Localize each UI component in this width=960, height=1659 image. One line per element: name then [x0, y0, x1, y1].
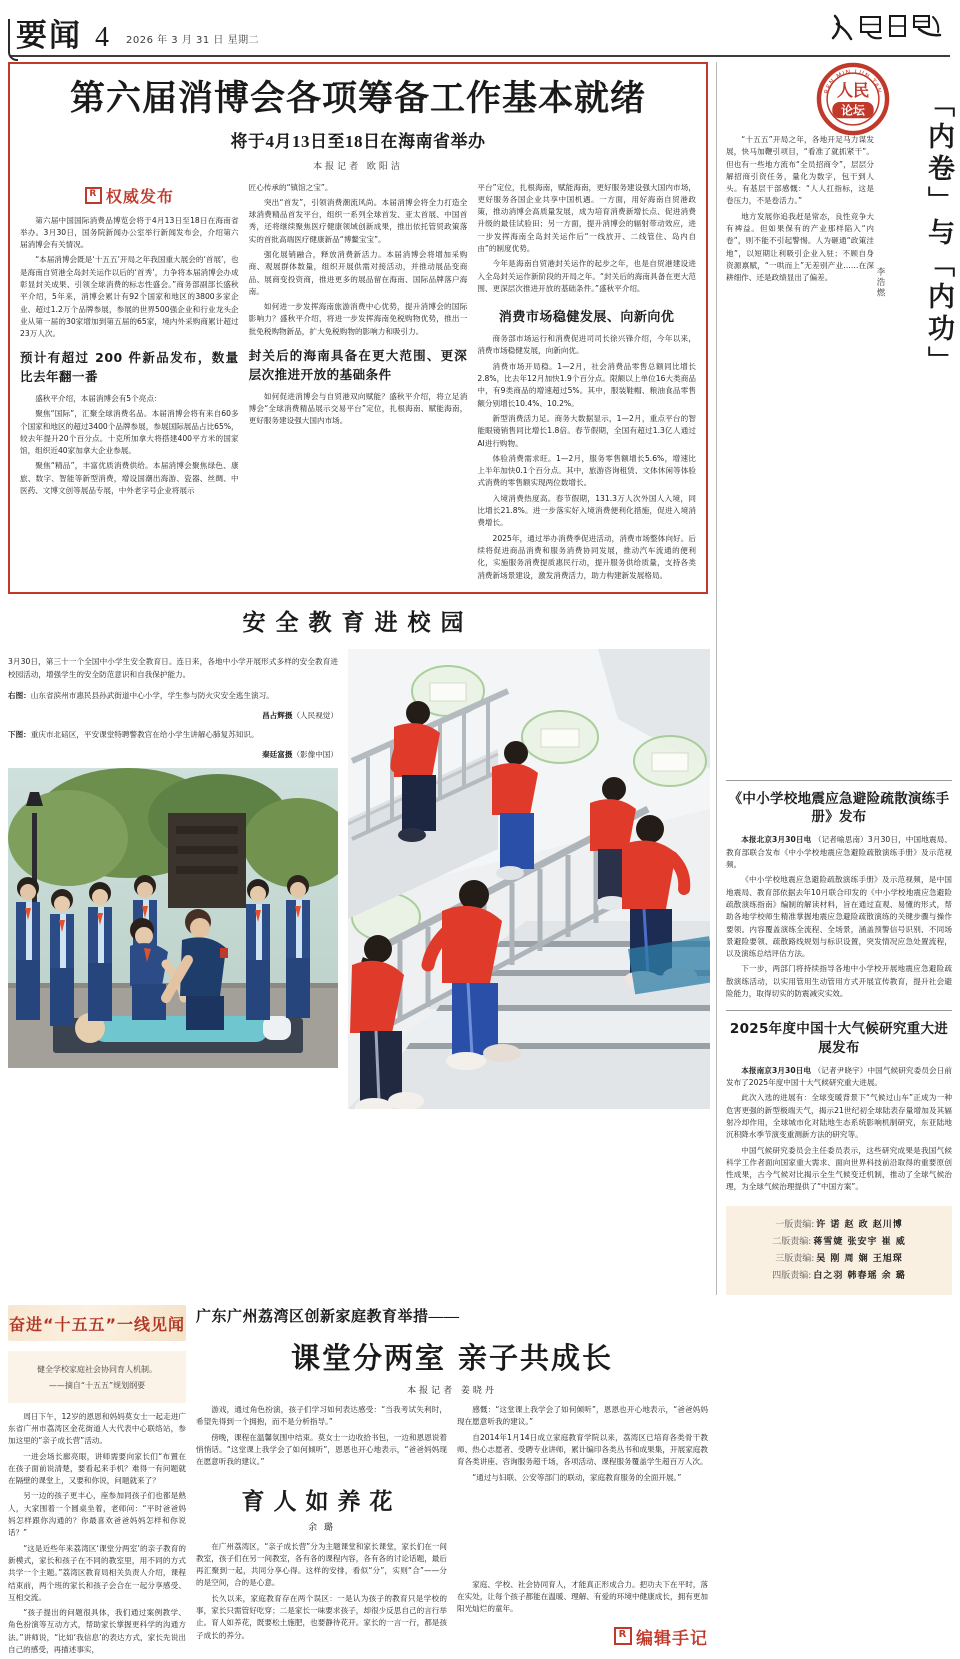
authority-release-label: 权威发布: [105, 186, 174, 206]
paragraph: [726, 1065, 952, 1090]
paragraph: “本届消博会既是‘十五五’开局之年我国重大展会的‘首展’，也是海南自贸港全岛封关运作以后的‘首秀’，力争将本届消博会办成彰显封关成果、引领全球消费的标志性盛会。”商务部副部长盛秋平介绍，5年来，消博会累计有92个国家和地区的3800多家企业、超过1.2万个品牌参展，参展的世界500强企业和行业龙头企业从第一届的30家增加到第五届的65家，境内外采购商累计超过23万人次。: [20, 255, 239, 339]
paragraph: 游戏，通过角色扮演，孩子们学习如何表达感受：“当我考试失利时，希望先得到一个拥抱，而不是分析指导。”: [196, 1405, 447, 1427]
rmrb-mark-icon: R: [614, 1627, 632, 1645]
editor-names: 蒋雪婕 张安宇 崔 威: [813, 1236, 906, 1247]
forum-sidebar: [716, 62, 952, 1295]
masthead-rule: [10, 55, 950, 57]
drill-handbook-article: [726, 790, 952, 1000]
feature-intro: 3月30日，第三十一个全国中小学生安全教育日。连日来，各地中小学开展形式多样的安全教育进校园活动，增强学生的安全防范意识和自我保护能力。: [8, 657, 338, 680]
editor-note-title: 育人如养花: [241, 1488, 402, 1515]
editor-row: [736, 1234, 942, 1251]
paragraph: 如何促进消博会与自贸港双向赋能？盛秋平介绍，将立足消博会“全球消费精品展示交易平台”定位，扎根海南、赋能海南，更好服务建设强大国内市场。: [248, 391, 468, 426]
climate-research-title: 2025年度中国十大气候研究重大进展发布: [729, 1021, 949, 1056]
caption-right-credit: [8, 710, 338, 721]
paragraph: 下一步，两部门将持续指导各地中小学校开展地震应急避险疏散演练活动，以实用管用生动管用方式开展宣传教育，提升社会避险能力，取得切实的防震减灾实效。: [726, 964, 952, 998]
bottom-feature: [8, 1305, 952, 1659]
lead-subhead-1: 预计有超过 200 件新品发布，数量比去年翻一番: [20, 350, 239, 385]
paragraph: 新型消费活力足。商务大数据显示，1—2月，重点平台的智能眼镜销售同比增长1.8倍。春节假期，全国有超过1.3亿人通过AI进行购物。: [477, 413, 696, 448]
dateline: 本报北京3月30日电: [741, 835, 812, 845]
forum-author: 李浩燃: [875, 267, 885, 299]
lead-column-2: [249, 182, 468, 585]
paragraph: 如何进一步发挥海南旅游消费中心优势，提升消博会的国际影响力？盛秋平介绍，将进一步发挥海南免税购物优势，推出一批免税购物新品，扩大免税购物的影响力和吸引力。: [248, 302, 468, 336]
people-forum-logo: [816, 62, 890, 136]
editor-row: [736, 1268, 942, 1285]
masthead: [8, 0, 952, 52]
paragraph: 商务部市场运行和消费促进司司长徐兴锋介绍，今年以来，消费市场稳健发展，向新向优。: [477, 334, 696, 356]
bottom-main-column: [196, 1305, 708, 1659]
caption-bottom-label: 下图：: [8, 729, 31, 739]
rmrb-mark-icon: R: [85, 187, 102, 204]
paragraph: 长久以来，家庭教育存在两个误区：一是认为孩子的教育只是学校的事，家长只需管好吃穿；二是家长一味要求孩子，却很少反思自己的言行举止。育人如养花，既要松土施肥，也要静待花开。家长的一言一行，都是孩子成长的养分。: [196, 1593, 447, 1640]
bottom-col-mid: [196, 1404, 447, 1649]
caption-right-text: 山东省滨州市惠民县孙武街道中心小学，学生参与防火灾安全逃生演习。: [30, 690, 274, 700]
paragraph: 感慨：“这堂课上我学会了如何倾听”，恩恩也开心地表示，“爸爸妈妈现在愿意听我的建议。”: [457, 1405, 708, 1427]
paragraph: 地方发展你追我赶是常态，良性竞争大有裨益。但如果保有的产业那样陷入“内卷”，则不能不引起警惕。人为砸通“政策洼地”，以短期让利吸引企业入驻；不顾自身资源禀赋，“一哄而上”无差别产业……在深耕细作、还是政绩显出了偏差。: [726, 211, 874, 283]
lead-body: [20, 182, 696, 585]
people-forum-block: [726, 62, 952, 420]
drill-handbook-title: 《中小学校地震应急避险疏散演练手册》发布: [728, 791, 950, 826]
section-name: 要闻: [16, 18, 82, 54]
bracket-decoration: [8, 19, 18, 61]
paragraph: “这是近些年来荔湾区‘课堂分两室’的亲子教育的新模式，家长和孩子在不同的教室里，用不同的方式共学一个主题。”荔湾区教育局相关负责人介绍，课程结束前，两个班的家长和孩子会合在一起分享感受、互相交流。: [8, 1543, 186, 1602]
bottom-kicker: 广东广州荔湾区创新家庭教育举措——: [196, 1309, 460, 1326]
credit-source: （人民视觉）: [292, 711, 338, 721]
paragraph-text: 3月30日，中国地震局、教育部联合发布《中小学校地震应急避险疏散演练手册》及示范视频。: [726, 835, 952, 870]
paragraph: 周日下午，12岁的恩恩和妈妈莫女士一起走进广东省广州市荔湾区金花街道人大代表中心联络站，参加这里的“亲子成长营”活动。: [8, 1411, 186, 1446]
bottom-title: 课堂分两室 亲子共成长: [290, 1341, 614, 1376]
authority-release-badge: [20, 184, 239, 207]
paragraph: 匠心传承的“镇馆之宝”。: [248, 182, 333, 192]
paragraph: 平台”定位，扎根海南，赋能海南，更好服务建设强大国内市场，更好服务各国企业共享中国机遇。一方面，用好海南自贸港政策，推动消博会高质量发展，成为培育消费新增长点、促进消费升级的最佳试验田；另一方面，提升消博会的辐射带动效应，进一步发挥海南全岛封关运作后“一线放开、二线管住、岛内自由”的制度优势。: [477, 182, 696, 253]
credit-name: 昌占辉摄: [262, 711, 293, 721]
lead-subhead-2: 封关后的海南具备在更大范围、更深层次推进开放的基础条件: [248, 348, 468, 382]
paragraph: 聚焦“国际”，汇聚全球消费名品。本届消博会将有来自60多个国家和地区的超过3400个品牌参展，参展国际展品占比65%，较去年提升20个百分点。十克所加拿大将搭建400平方米的国家馆，组织近40家加拿大企业参展。: [20, 409, 239, 456]
paragraph: 家庭、学校、社会协同育人，才能真正形成合力。把功夫下在平时，落在实处，让每个孩子都能在温暖、理解、有爱的环境中健康成长，拥有更加阳光灿烂的童年。: [457, 1579, 708, 1614]
paragraph: 此次入选的进展有：全球变暖背景下“气候过山车”正成为一种危害更强的新型极端天气，揭示21世纪初全球陆表存量增加及其辐射冷却作用，全球城市化对陆地生态系统影响机制研究，东亚陆地沉积降水季节演变重测新方法的研究等。: [726, 1093, 952, 1140]
paragraph: 强化展销融合，释放消费新活力。本届消博会将增加采购商、观展群体数量，组织开展供需对接活动，并推动展品变商品、展商变投资商，推进更多的展品留在海南、国际品牌落户海南。: [248, 249, 468, 296]
paragraph: “孩子提出的问题很具体，我们通过案例教学、角色扮演等互动方式，帮助家长掌握更科学的沟通方法。”讲师说，“比如‘我信息’的表达方式，家长先说出自己的感受，再描述事实，: [8, 1608, 186, 1655]
forum-vertical-title: 「内卷」与「内功」: [923, 90, 954, 378]
paper-logo: [826, 7, 946, 47]
editor-note-badge-label: 编辑手记: [636, 1628, 708, 1649]
caption-bottom: [8, 729, 338, 742]
caption-right: [8, 690, 338, 703]
paragraph: 2025年，通过举办消费季促进活动，消费市场整体向好。后续将促进商品消费和服务消费协同发展，推动汽车流通的便利化，实施服务消费提质惠民行动，提升服务供给质量，支持各类消费新场景建设，激发消费活力，助力构建新发展格局。: [477, 533, 696, 580]
lead-article-box: [8, 62, 708, 594]
editor-names: 许 诺 赵 政 赵川博: [816, 1219, 903, 1230]
paragraph: 《中小学校地震应急避险疏散演练手册》及示范视频，是中国地震局、教育部依据去年10月联合印发的《中小学校地震应急避险疏散演练指南》编制的解读材料，旨在通过直观、易懂的形式，帮助各地学校师生精准掌握地震应急避险疏散演练的关键步骤与操作要领。内容覆盖演练全流程、全场景，涵盖预警信号识别、不同场景避险要领、疏散路线规划与标识设置，突发情况应急处置流程，以及演练总结评估方法。: [726, 875, 952, 959]
paragraph: “通过与妇联、公安等部门的联动，家庭教育服务的全面开展。”: [472, 1472, 682, 1482]
paragraph: 突出“首发”，引领消费潮流风尚。本届消博会将全力打造全球消费精品首发平台，组织一系列全球首发、亚太首展、中国首秀，还将继续聚焦医疗健康领域创新成果，推出依托管贸政策落实的首批高端医疗健康新品“博鳌宝宝”。: [248, 197, 468, 244]
editor-row: [736, 1217, 942, 1234]
publication-date: 2026 年 3 月 31 日 星期二: [126, 35, 260, 46]
paragraph: 在广州荔湾区，“亲子成长营”分为主题课堂和家长课堂，家长们在一间教室，孩子们在另一间教室，各有各的课程内容，各有各的讨论话题，最后再汇聚到一起，共同分享心得。这样的安排，看似“分”，实则“合”——分的是空间，合的是心意。: [196, 1541, 447, 1588]
editor-label: 二版责编:: [772, 1236, 812, 1247]
paragraph-text: 中国气候研究委员会日前发布了2025年度中国十大气候研究重大进展。: [726, 1065, 952, 1088]
paragraph: 盛秋平介绍，本届消博会有5个亮点：: [35, 393, 162, 403]
svg-text:REN MIN LUN TAN: REN MIN LUN TAN: [823, 68, 883, 95]
consumption-sidebar-title: 消费市场稳健发展、向新向优: [498, 310, 675, 326]
climate-research-article: [726, 1020, 952, 1193]
svg-text:论坛: 论坛: [841, 103, 865, 118]
top-section: [8, 62, 952, 1295]
paragraph: 中国气候研究委员会主任委员表示，这些研究成果是我国气候科学工作者面向国家重大需求、面向世界科技前沿取得的重要原创性成果，古今气候对比揭示全生气候变迁机制，推动了全球气候治理，为全球气候治理提供了“中国方案”。: [726, 1145, 952, 1192]
feature-title: 安全教育进校园: [242, 609, 474, 636]
safety-education-feature: [8, 604, 708, 1109]
caption-right-label: 右图：: [8, 690, 31, 700]
bottom-two-columns: [196, 1404, 708, 1649]
lead-column-3: [477, 182, 696, 585]
editor-label: 一版责编:: [775, 1219, 815, 1230]
series-banner: 奋进“十五五”一线见闻: [8, 1305, 186, 1341]
editor-label: 三版责编:: [775, 1253, 815, 1264]
lead-byline: 本报记者 欧阳洁: [313, 161, 403, 172]
dateline: 本报南京3月30日电: [741, 1065, 812, 1075]
photo-cpr-training: [8, 768, 338, 1068]
paragraph: 傍晚，课程在温馨氛围中结束。莫女士一边收拾书包，一边和恩恩说着悄悄话。“这堂课上我学会了如何倾听”，恩恩也开心地表示，“爸爸妈妈现在愿意听我的建议。”: [196, 1432, 447, 1467]
paragraph: 另一边的孩子更丰心，座参加同孩子们也都是熟人，大家围着一个圆桌坐着，老师问：“平时爸爸妈妈怎样跟你沟通的？你最喜欢爸爸妈妈怎样和你说话？”: [8, 1491, 186, 1538]
paragraph: 第六届中国国际消费品博览会将于4月13日至18日在海南省举办。3月30日，国务院新闻办公室举行新闻发布会，介绍第六届消博会有关情况。: [20, 215, 239, 250]
quote-line-1: 健全学校家庭社会协同育人机制。: [37, 1365, 157, 1375]
paragraph: “十五五”开局之年，各地开足马力谋发展，快马加鞭引项目，“看准了就抓紧干”。但也有一些地方流布“全员招商令”，层层分解招商引资任务，量化为数字，包干到人头。有基层干部感慨：“人人扛指标，这是卷压力，不是卷活力。”: [726, 135, 874, 206]
paragraph: 今年是海南自贸港封关运作的起步之年，也是自贸港建设进入全岛封关运作新阶段的开局之年。“封关后的海南具备在更大范围、更深层次推进开放的基础条件。”盛秋平介绍。: [477, 259, 696, 293]
paragraph: 聚焦“精品”，丰富优质消费供给。本届消博会聚焦绿色、康旅、数字、智能等新型消费，增设国潮出海游、瓷器、丝绸、中医药、文博文创等展品专展，中外老字号企业将展示: [20, 461, 239, 496]
caption-bottom-text: 重庆市北碚区，平安课堂特聘警教官在给小学生讲解心肺复苏知识。: [30, 729, 259, 739]
editor-names: 吴 刚 周 娴 王旭琛: [816, 1253, 903, 1264]
quote-line-2: ——摘自“十五五”规划纲要: [48, 1380, 146, 1390]
editor-note-byline: 余 璐: [308, 1522, 335, 1533]
page-number: 4: [95, 22, 109, 53]
editor-row: [736, 1251, 942, 1268]
paragraph: 消费市场开局稳。1—2月，社会消费品零售总额同比增长2.8%，比去年12月加快1.9个百分点。限额以上单位16大类商品中，有9类商品的增速超过5%。其中，服装鞋帽、粮油食品零售额分别增长10.4%、10.2%。: [477, 361, 696, 408]
paragraph: 入境消费热度高。春节假期，131.3万人次外国人入境，同比增长21.8%。进一步落实好入境消费便利化措施，促进入境消费增长。: [477, 493, 696, 528]
paragraph: 自2014年1月14日成立家庭教育学院以来，荔湾区已培育各类骨干教师、热心志愿者、受聘专业讲师，累计编印各类丛书和成果集，开展家庭教育各类讲座、咨询服务超千场，各项活动、课程服务覆盖学生超百万人次。: [457, 1432, 708, 1467]
bottom-byline: 本报记者 姜晓丹: [407, 1386, 497, 1397]
lead-headline-block: [20, 80, 696, 172]
masthead-left: [8, 18, 260, 54]
editor-label: 四版责编:: [772, 1270, 812, 1281]
lead-title: 第六届消博会各项筹备工作基本就绪: [69, 79, 646, 119]
divider: [726, 1010, 952, 1011]
lead-article-column: [8, 62, 708, 1295]
lead-column-1: [20, 182, 239, 585]
paragraph: 体验消费需求旺。1—2月，服务零售额增长5.6%，增速比上半年加快0.1个百分点。其中，旅游咨询租赁、文体休闲等体验式消费的零售额实现两位数增长。: [477, 453, 696, 488]
policy-quote-box: [8, 1351, 186, 1403]
divider: [726, 780, 952, 781]
credit-name: 秦廷富摄: [262, 750, 293, 760]
credit-source: （影像中国）: [292, 750, 338, 760]
editors-box: [726, 1206, 952, 1295]
bottom-col-right: [457, 1404, 708, 1649]
paragraph: [726, 834, 952, 871]
bottom-left-column: [8, 1305, 186, 1659]
reporter: （记者喻思南）: [813, 835, 868, 845]
paragraph: 一进会场长廊亮眼，讲师需要向家长们“布置在在孩子面前说清楚，要看起来手机？难得一有问题就在隔壁的课堂上，又要和你说，问题就来了？: [8, 1451, 186, 1486]
lead-subtitle: 将于4月13日至18日在海南省举办: [230, 131, 486, 151]
svg-text:人民: 人民: [836, 81, 870, 101]
caption-bottom-credit: [8, 749, 338, 760]
reporter: （记者尹晓宇）: [813, 1065, 868, 1075]
editor-names: 白之羽 韩春瑶 余 璐: [813, 1270, 906, 1281]
photo-evacuation-drill: [348, 649, 710, 1109]
editor-note-badge: [457, 1624, 708, 1649]
